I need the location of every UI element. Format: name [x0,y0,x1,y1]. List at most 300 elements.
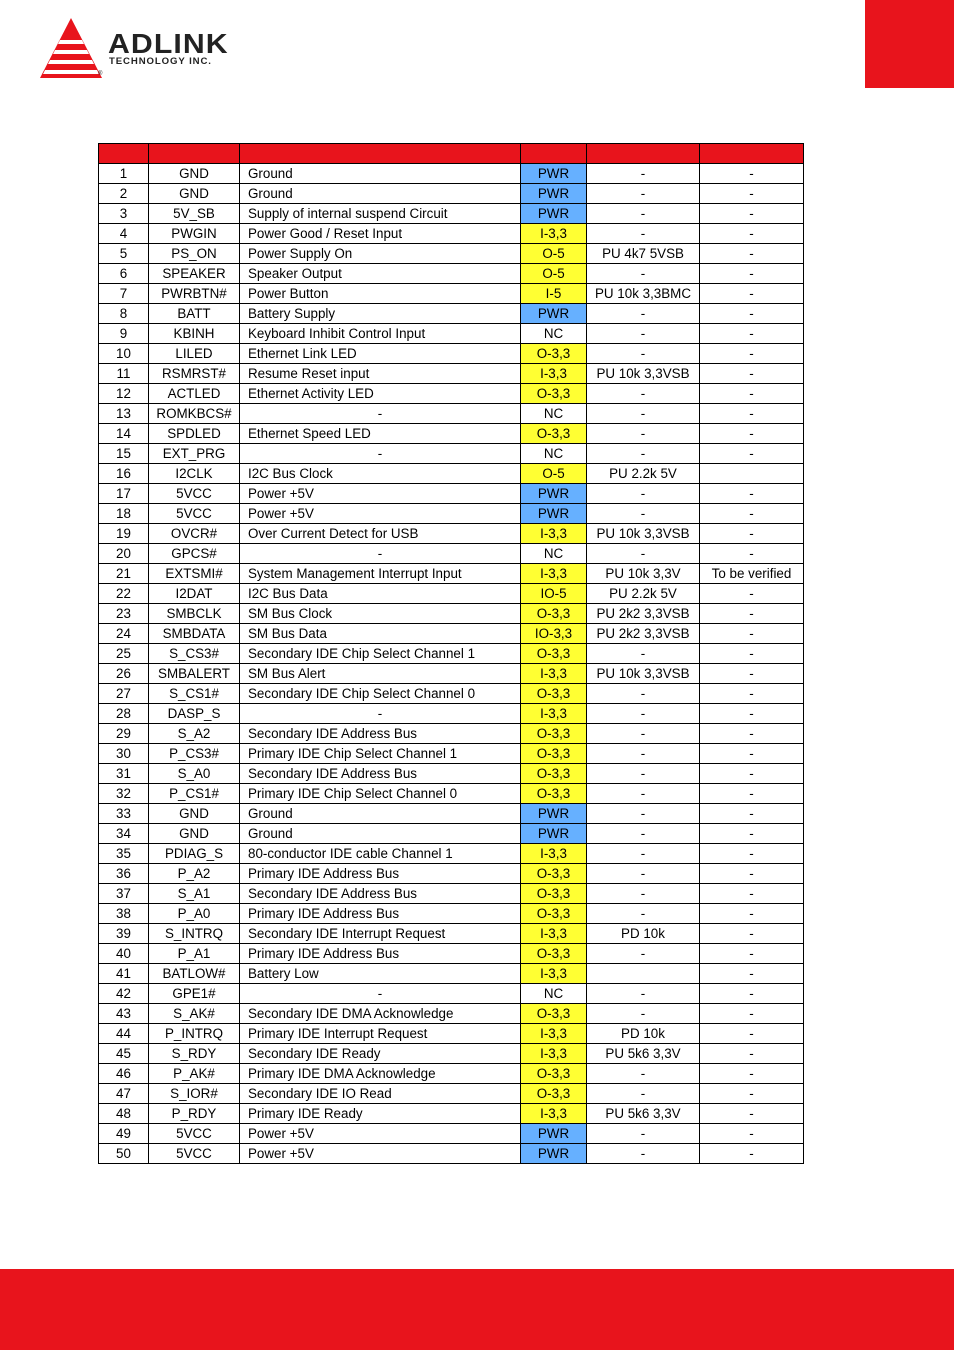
type-cell: O-5 [521,244,587,264]
table-row [99,864,804,884]
description-cell: Primary IDE DMA Acknowledge [240,1064,521,1084]
signal-name-cell: S_IOR# [149,1084,240,1104]
pin-number-cell: 48 [99,1104,149,1124]
signal-name-cell: S_CS1# [149,684,240,704]
pin-table-body [99,164,804,1164]
remark-cell: - [700,524,804,544]
remark-cell: - [700,784,804,804]
pull-cell: PU 5k6 3,3V [587,1044,700,1064]
pin-number-cell: 39 [99,924,149,944]
description-cell: Power Good / Reset Input [240,224,521,244]
pin-number-cell: 1 [99,164,149,184]
pull-cell: - [587,184,700,204]
signal-name-cell: P_INTRQ [149,1024,240,1044]
pin-number-cell: 22 [99,584,149,604]
type-cell: O-5 [521,264,587,284]
type-cell: NC [521,324,587,344]
type-cell: O-3,3 [521,1064,587,1084]
description-cell: SM Bus Alert [240,664,521,684]
pull-cell: - [587,444,700,464]
table-row [99,624,804,644]
brand-tagline: TECHNOLOGY INC. [109,56,212,67]
type-cell: O-3,3 [521,764,587,784]
pull-cell: - [587,484,700,504]
signal-name-cell: P_CS3# [149,744,240,764]
type-cell: I-3,3 [521,924,587,944]
pull-cell: PU 2k2 3,3VSB [587,604,700,624]
table-row [99,364,804,384]
table-row [99,824,804,844]
description-cell: Primary IDE Ready [240,1104,521,1124]
signal-name-cell: PDIAG_S [149,844,240,864]
signal-name-cell: S_A2 [149,724,240,744]
remark-cell: - [700,844,804,864]
signal-name-cell: P_CS1# [149,784,240,804]
table-row [99,564,804,584]
pull-cell: - [587,1084,700,1104]
remark-cell: - [700,904,804,924]
pull-cell: PU 2.2k 5V [587,584,700,604]
remark-cell: - [700,184,804,204]
description-cell: Secondary IDE Ready [240,1044,521,1064]
type-cell: I-3,3 [521,1044,587,1064]
signal-name-cell: GND [149,824,240,844]
pin-number-cell: 12 [99,384,149,404]
type-cell: IO-3,3 [521,624,587,644]
remark-cell: - [700,764,804,784]
type-cell: O-3,3 [521,684,587,704]
description-cell: SM Bus Clock [240,604,521,624]
header-cell [149,144,240,164]
signal-name-cell: P_RDY [149,1104,240,1124]
pin-number-cell: 30 [99,744,149,764]
description-cell: Speaker Output [240,264,521,284]
pin-number-cell: 26 [99,664,149,684]
remark-cell: - [700,804,804,824]
description-cell: Power Supply On [240,244,521,264]
description-cell: Ethernet Speed LED [240,424,521,444]
remark-cell: - [700,164,804,184]
type-cell: I-3,3 [521,844,587,864]
type-cell: O-3,3 [521,1084,587,1104]
description-cell: Secondary IDE DMA Acknowledge [240,1004,521,1024]
table-row [99,1124,804,1144]
remark-cell: - [700,864,804,884]
pin-number-cell: 25 [99,644,149,664]
remark-cell: - [700,484,804,504]
description-cell: - [240,444,521,464]
pull-cell: - [587,984,700,1004]
pin-number-cell: 3 [99,204,149,224]
pull-cell: - [587,944,700,964]
pin-number-cell: 16 [99,464,149,484]
signal-name-cell: LILED [149,344,240,364]
remark-cell: - [700,684,804,704]
table-row [99,764,804,784]
type-cell: O-3,3 [521,864,587,884]
pull-cell: - [587,804,700,824]
description-cell: Primary IDE Address Bus [240,904,521,924]
pin-number-cell: 9 [99,324,149,344]
remark-cell: - [700,304,804,324]
signal-name-cell: GPE1# [149,984,240,1004]
signal-name-cell: KBINH [149,324,240,344]
pin-number-cell: 17 [99,484,149,504]
signal-name-cell: GPCS# [149,544,240,564]
signal-name-cell: PWGIN [149,224,240,244]
type-cell: O-3,3 [521,944,587,964]
table-row [99,904,804,924]
pin-number-cell: 28 [99,704,149,724]
table-row [99,804,804,824]
registered-mark: ® [98,71,103,77]
pull-cell: PU 10k 3,3VSB [587,364,700,384]
pin-number-cell: 36 [99,864,149,884]
table-row [99,304,804,324]
description-cell: I2C Bus Clock [240,464,521,484]
type-cell: I-3,3 [521,564,587,584]
pin-number-cell: 13 [99,404,149,424]
signal-name-cell: GND [149,164,240,184]
remark-cell: - [700,1064,804,1084]
pull-cell: - [587,824,700,844]
table-row [99,884,804,904]
description-cell: Over Current Detect for USB [240,524,521,544]
pull-cell: - [587,204,700,224]
pull-cell: - [587,324,700,344]
description-cell: Primary IDE Address Bus [240,944,521,964]
pin-number-cell: 34 [99,824,149,844]
description-cell: 80-conductor IDE cable Channel 1 [240,844,521,864]
remark-cell: - [700,704,804,724]
pin-number-cell: 27 [99,684,149,704]
remark-cell: - [700,884,804,904]
signal-name-cell: 5V_SB [149,204,240,224]
remark-cell: - [700,824,804,844]
type-cell: I-3,3 [521,964,587,984]
signal-name-cell: P_A2 [149,864,240,884]
signal-name-cell: BATLOW# [149,964,240,984]
table-row [99,664,804,684]
header-cell [587,144,700,164]
pull-cell: - [587,784,700,804]
type-cell: O-5 [521,464,587,484]
remark-cell: - [700,264,804,284]
corner-tab [865,0,954,88]
remark-cell: - [700,504,804,524]
remark-cell: - [700,324,804,344]
description-cell: Ground [240,164,521,184]
pull-cell: PU 4k7 5VSB [587,244,700,264]
description-cell: Ground [240,804,521,824]
description-cell: Ethernet Link LED [240,344,521,364]
type-cell: I-3,3 [521,364,587,384]
remark-cell: - [700,204,804,224]
adlink-logo [38,16,268,86]
remark-cell: - [700,964,804,984]
description-cell: Secondary IDE Chip Select Channel 0 [240,684,521,704]
pin-number-cell: 23 [99,604,149,624]
description-cell: I2C Bus Data [240,584,521,604]
description-cell: Resume Reset input [240,364,521,384]
remark-cell: - [700,1024,804,1044]
table-row [99,1024,804,1044]
remark-cell: - [700,344,804,364]
pin-number-cell: 8 [99,304,149,324]
pull-cell [587,964,700,984]
type-cell: PWR [521,1124,587,1144]
remark-cell: - [700,384,804,404]
table-row [99,604,804,624]
type-cell: I-5 [521,284,587,304]
table-row [99,524,804,544]
description-cell: Supply of internal suspend Circuit [240,204,521,224]
table-header-row [99,144,804,164]
remark-cell: - [700,944,804,964]
description-cell: Power +5V [240,484,521,504]
type-cell: PWR [521,164,587,184]
table-row [99,1044,804,1064]
type-cell: O-3,3 [521,1004,587,1024]
pull-cell: - [587,1144,700,1164]
table-row [99,324,804,344]
signal-name-cell: SMBDATA [149,624,240,644]
remark-cell: - [700,584,804,604]
description-cell: Power +5V [240,504,521,524]
table-row [99,964,804,984]
remark-cell: - [700,544,804,564]
type-cell: I-3,3 [521,1024,587,1044]
table-row [99,744,804,764]
remark-cell: - [700,1104,804,1124]
table-row [99,444,804,464]
logo-triangle-icon [38,16,104,82]
pin-number-cell: 4 [99,224,149,244]
pin-number-cell: 5 [99,244,149,264]
type-cell: I-3,3 [521,704,587,724]
pull-cell: - [587,724,700,744]
signal-name-cell: GND [149,804,240,824]
pull-cell: - [587,744,700,764]
description-cell: Power +5V [240,1124,521,1144]
remark-cell: - [700,664,804,684]
pin-number-cell: 14 [99,424,149,444]
table-row [99,504,804,524]
footer-band [0,1269,954,1350]
pin-number-cell: 38 [99,904,149,924]
pull-cell: PU 10k 3,3VSB [587,524,700,544]
signal-name-cell: P_A0 [149,904,240,924]
table-row [99,724,804,744]
table-row [99,684,804,704]
pull-cell: - [587,1064,700,1084]
pin-number-cell: 33 [99,804,149,824]
type-cell: O-3,3 [521,424,587,444]
table-row [99,484,804,504]
description-cell: Ground [240,824,521,844]
type-cell: NC [521,444,587,464]
pull-cell: - [587,1004,700,1024]
description-cell: Ethernet Activity LED [240,384,521,404]
signal-name-cell: 5VCC [149,504,240,524]
type-cell: I-3,3 [521,524,587,544]
pin-number-cell: 15 [99,444,149,464]
pull-cell: - [587,764,700,784]
type-cell: IO-5 [521,584,587,604]
type-cell: I-3,3 [521,224,587,244]
table-row [99,1004,804,1024]
type-cell: O-3,3 [521,744,587,764]
description-cell: - [240,704,521,724]
signal-name-cell: 5VCC [149,1144,240,1164]
pin-number-cell: 47 [99,1084,149,1104]
table-row [99,1144,804,1164]
type-cell: NC [521,404,587,424]
table-row [99,424,804,444]
type-cell: O-3,3 [521,784,587,804]
signal-name-cell: SPEAKER [149,264,240,284]
remark-cell: - [700,624,804,644]
description-cell: Primary IDE Address Bus [240,864,521,884]
remark-cell: - [700,724,804,744]
description-cell: Secondary IDE Chip Select Channel 1 [240,644,521,664]
type-cell: PWR [521,1144,587,1164]
remark-cell: - [700,1084,804,1104]
table-row [99,584,804,604]
description-cell: Keyboard Inhibit Control Input [240,324,521,344]
remark-cell: - [700,1124,804,1144]
description-cell: Secondary IDE Address Bus [240,724,521,744]
pull-cell: - [587,864,700,884]
pin-number-cell: 10 [99,344,149,364]
remark-cell: - [700,984,804,1004]
pull-cell: - [587,1124,700,1144]
description-cell: Power +5V [240,1144,521,1164]
type-cell: PWR [521,824,587,844]
pin-number-cell: 41 [99,964,149,984]
description-cell: Secondary IDE IO Read [240,1084,521,1104]
signal-name-cell: 5VCC [149,1124,240,1144]
pull-cell: - [587,384,700,404]
pull-cell: PU 2.2k 5V [587,464,700,484]
signal-name-cell: SPDLED [149,424,240,444]
remark-cell: - [700,604,804,624]
table-row [99,844,804,864]
pin-number-cell: 46 [99,1064,149,1084]
table-row [99,944,804,964]
table-row [99,404,804,424]
pull-cell: PD 10k [587,924,700,944]
pull-cell: PU 5k6 3,3V [587,1104,700,1124]
signal-name-cell: SMBALERT [149,664,240,684]
description-cell: Primary IDE Interrupt Request [240,1024,521,1044]
pull-cell: - [587,904,700,924]
pull-cell: - [587,684,700,704]
table-row [99,464,804,484]
pull-cell: - [587,304,700,324]
signal-name-cell: S_A1 [149,884,240,904]
table-row [99,224,804,244]
description-cell: Secondary IDE Interrupt Request [240,924,521,944]
type-cell: PWR [521,504,587,524]
description-cell: - [240,404,521,424]
pull-cell: - [587,264,700,284]
pull-cell: - [587,404,700,424]
pull-cell: - [587,844,700,864]
pull-cell: - [587,344,700,364]
table-row [99,984,804,1004]
remark-cell: - [700,924,804,944]
remark-cell [700,464,804,484]
pull-cell: PU 10k 3,3BMC [587,284,700,304]
description-cell: Secondary IDE Address Bus [240,884,521,904]
remark-cell: - [700,224,804,244]
pin-number-cell: 20 [99,544,149,564]
description-cell: Ground [240,184,521,204]
signal-name-cell: PWRBTN# [149,284,240,304]
remark-cell: - [700,1144,804,1164]
type-cell: PWR [521,804,587,824]
type-cell: PWR [521,484,587,504]
signal-name-cell: PS_ON [149,244,240,264]
pin-number-cell: 21 [99,564,149,584]
table-row [99,924,804,944]
pin-number-cell: 44 [99,1024,149,1044]
signal-name-cell: S_AK# [149,1004,240,1024]
table-row [99,284,804,304]
signal-name-cell: EXT_PRG [149,444,240,464]
type-cell: PWR [521,184,587,204]
table-row [99,184,804,204]
signal-name-cell: EXTSMI# [149,564,240,584]
remark-cell: - [700,1044,804,1064]
description-cell: System Management Interrupt Input [240,564,521,584]
pin-number-cell: 31 [99,764,149,784]
table-row [99,784,804,804]
table-row [99,644,804,664]
table-row [99,344,804,364]
remark-cell: - [700,284,804,304]
signal-name-cell: ROMKBCS# [149,404,240,424]
pull-cell: PU 10k 3,3VSB [587,664,700,684]
remark-cell: - [700,424,804,444]
signal-name-cell: RSMRST# [149,364,240,384]
description-cell: Battery Low [240,964,521,984]
description-cell: Secondary IDE Address Bus [240,764,521,784]
description-cell: Primary IDE Chip Select Channel 0 [240,784,521,804]
pull-cell: - [587,504,700,524]
pin-number-cell: 7 [99,284,149,304]
table-row [99,264,804,284]
type-cell: O-3,3 [521,604,587,624]
pull-cell: - [587,424,700,444]
signal-name-cell: S_A0 [149,764,240,784]
header-cell [700,144,804,164]
type-cell: O-3,3 [521,904,587,924]
signal-name-cell: GND [149,184,240,204]
pin-number-cell: 42 [99,984,149,1004]
signal-name-cell: I2CLK [149,464,240,484]
header-cell [99,144,149,164]
description-cell: - [240,984,521,1004]
table-row [99,1064,804,1084]
type-cell: O-3,3 [521,644,587,664]
signal-name-cell: P_AK# [149,1064,240,1084]
pin-number-cell: 29 [99,724,149,744]
remark-cell: - [700,404,804,424]
table-row [99,244,804,264]
signal-name-cell: S_CS3# [149,644,240,664]
